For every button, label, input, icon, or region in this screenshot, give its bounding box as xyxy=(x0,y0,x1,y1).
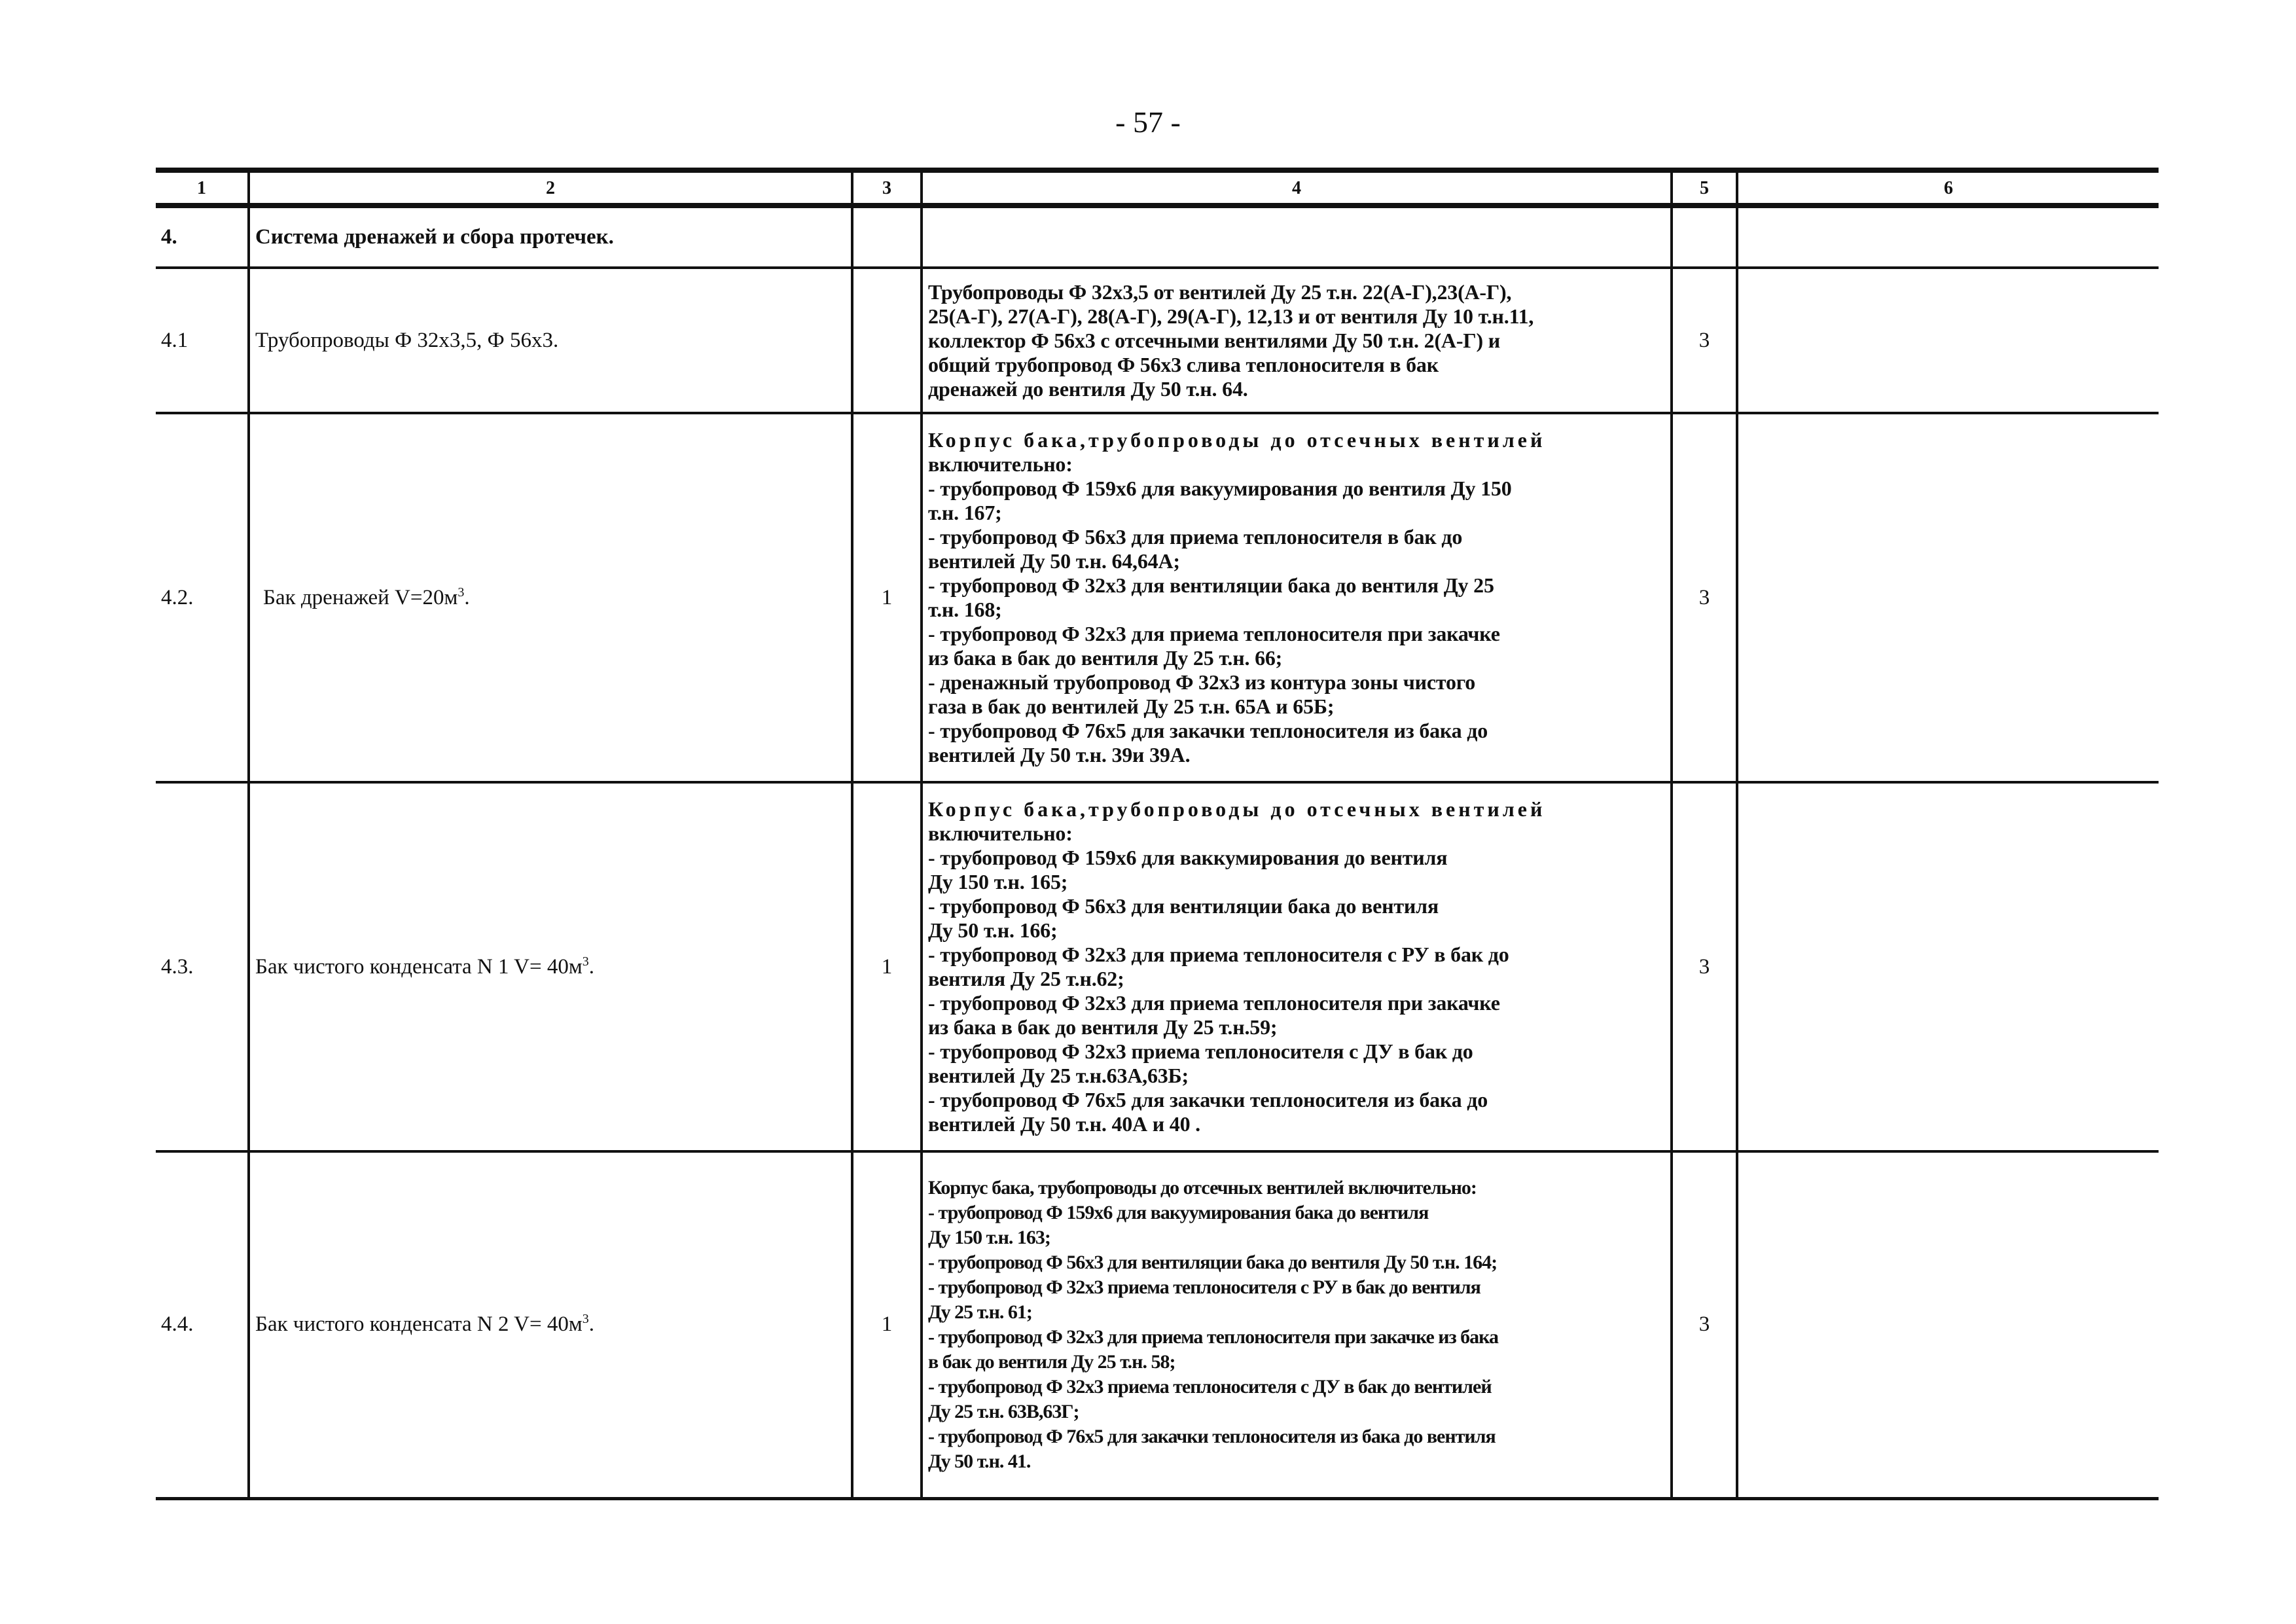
row-number: 4. xyxy=(156,206,249,268)
row-number: 4.4. xyxy=(156,1151,249,1498)
row-name xyxy=(249,1151,852,1498)
row-name: Трубопроводы Ф 32х3,5, Ф 56х3. xyxy=(249,268,852,413)
description-line: - трубопровод Ф 159х6 для вакуумирования бака до вентиля xyxy=(928,1201,1429,1223)
row-category xyxy=(1672,206,1737,268)
description-line: Ду 50 т.н. 41. xyxy=(928,1450,1031,1472)
description-line: - трубопровод Ф 159х6 для ваккумирования до вентиля xyxy=(928,846,1448,869)
description-line: в бак до вентиля Ду 25 т.н. 58; xyxy=(928,1350,1175,1373)
description-line: вентилей Ду 50 т.н. 40А и 40 . xyxy=(928,1112,1200,1136)
description-line: т.н. 167; xyxy=(928,501,1002,524)
description-text xyxy=(928,797,1665,1136)
description-line: газа в бак до вентилей Ду 25 т.н. 65А и 65Б; xyxy=(928,695,1335,718)
row-name-text: Бак чистого конденсата N 1 V= 40м xyxy=(255,954,583,979)
row-name-end: . xyxy=(588,1312,594,1337)
column-header-4: 4 xyxy=(922,170,1672,206)
row-name-text: Бак дренажей V=20м xyxy=(263,585,458,609)
row-name-superscript: 3 xyxy=(582,954,589,969)
description-line: - трубопровод Ф 32х3 для приема теплоносителя при закачке из бака xyxy=(928,1326,1498,1348)
description-line: т.н. 168; xyxy=(928,598,1002,621)
description-line: - трубопровод Ф 159х6 для вакуумирования до вентиля Ду 150 xyxy=(928,477,1512,500)
row-number: 4.3. xyxy=(156,782,249,1151)
table-row xyxy=(156,1151,2159,1498)
table-row xyxy=(156,782,2159,1151)
description-line: вентилей Ду 50 т.н. 39и 39А. xyxy=(928,743,1191,767)
table-row xyxy=(156,206,2159,268)
row-category: 3 xyxy=(1672,413,1737,782)
description-line: из бака в бак до вентиля Ду 25 т.н.59; xyxy=(928,1015,1278,1039)
description-line: Ду 25 т.н. 61; xyxy=(928,1301,1032,1323)
row-number: 4.1 xyxy=(156,268,249,413)
description-line: Корпус бака,трубопроводы до отсечных вентилей xyxy=(928,428,1546,452)
description-line: из бака в бак до вентиля Ду 25 т.н. 66; xyxy=(928,646,1283,670)
description-line: - трубопровод Ф 32х3 приема теплоносителя с ДУ в бак до xyxy=(928,1039,1473,1063)
page-number: - 57 - xyxy=(1115,105,1181,139)
row-note xyxy=(1737,206,2159,268)
description-text xyxy=(928,280,1665,401)
description-text xyxy=(928,1176,1665,1474)
description-line: вентиля Ду 25 т.н.62; xyxy=(928,967,1124,990)
description-line: - трубопровод Ф 32х3 для приема теплоносителя с РУ в бак до xyxy=(928,943,1509,966)
row-quantity xyxy=(852,268,922,413)
description-line: вентилей Ду 25 т.н.63А,63Б; xyxy=(928,1064,1189,1087)
row-note xyxy=(1737,782,2159,1151)
row-note xyxy=(1737,268,2159,413)
description-line: - дренажный трубопровод Ф 32х3 из контура зоны чистого xyxy=(928,670,1476,694)
equipment-table xyxy=(156,168,2159,1500)
description-line: включительно: xyxy=(928,452,1073,476)
row-category: 3 xyxy=(1672,782,1737,1151)
description-line: - трубопровод Ф 32х3 приема теплоносителя с РУ в бак до вентиля xyxy=(928,1276,1480,1298)
row-quantity: 1 xyxy=(852,413,922,782)
description-line: Ду 150 т.н. 163; xyxy=(928,1226,1050,1248)
row-name xyxy=(249,782,852,1151)
row-description xyxy=(922,268,1672,413)
row-name xyxy=(249,413,852,782)
description-line: коллектор Ф 56х3 с отсечными вентилями Ду 50 т.н. 2(А-Г) и xyxy=(928,328,1500,352)
row-note xyxy=(1737,1151,2159,1498)
description-line: вентилей Ду 50 т.н. 64,64А; xyxy=(928,549,1180,573)
row-quantity: 1 xyxy=(852,782,922,1151)
description-line: Трубопроводы Ф 32х3,5 от вентилей Ду 25 т.н. 22(А-Г),23(А-Г), xyxy=(928,280,1512,304)
row-note xyxy=(1737,413,2159,782)
row-description xyxy=(922,413,1672,782)
row-description xyxy=(922,206,1672,268)
description-line: дренажей до вентиля Ду 50 т.н. 64. xyxy=(928,376,1248,401)
description-line: - трубопровод Ф 56х3 для вентиляции бака до вентиля xyxy=(928,894,1439,918)
row-quantity xyxy=(852,206,922,268)
row-category: 3 xyxy=(1672,1151,1737,1498)
row-category: 3 xyxy=(1672,268,1737,413)
column-header-3: 3 xyxy=(852,170,922,206)
row-description xyxy=(922,1151,1672,1498)
row-name-end: . xyxy=(464,585,470,609)
description-line: Ду 25 т.н. 63В,63Г; xyxy=(928,1400,1079,1422)
table-row xyxy=(156,268,2159,413)
column-header-1: 1 xyxy=(156,170,249,206)
description-line: Ду 150 т.н. 165; xyxy=(928,870,1068,893)
row-number: 4.2. xyxy=(156,413,249,782)
description-line: - трубопровод Ф 32х3 для приема теплоносителя при закачке xyxy=(928,991,1500,1015)
description-line: - трубопровод Ф 76х5 для закачки теплоносителя из бака до xyxy=(928,1088,1488,1111)
row-quantity: 1 xyxy=(852,1151,922,1498)
description-line: - трубопровод Ф 32х3 приема теплоносителя с ДУ в бак до вентилей xyxy=(928,1375,1492,1398)
description-line: - трубопровод Ф 56х3 для вентиляции бака до вентиля Ду 50 т.н. 164; xyxy=(928,1251,1498,1273)
row-name-end: . xyxy=(588,954,594,979)
description-line: включительно: xyxy=(928,821,1073,845)
description-line: Корпус бака,трубопроводы до отсечных вентилей xyxy=(928,797,1546,821)
row-name-superscript: 3 xyxy=(582,1312,589,1327)
description-line: Ду 50 т.н. 166; xyxy=(928,918,1058,942)
column-header-2: 2 xyxy=(249,170,852,206)
table-row xyxy=(156,413,2159,782)
description-line: - трубопровод Ф 32х3 для вентиляции бака до вентиля Ду 25 xyxy=(928,573,1494,597)
column-header-5: 5 xyxy=(1672,170,1737,206)
section-title: Система дренажей и сбора протечек. xyxy=(249,206,852,268)
description-text xyxy=(928,428,1665,767)
description-line: - трубопровод Ф 32х3 для приема теплоносителя при закачке xyxy=(928,622,1500,645)
table-header-row xyxy=(156,170,2159,206)
description-line: Корпус бака, трубопроводы до отсечных вентилей включительно: xyxy=(928,1176,1477,1199)
description-line: - трубопровод Ф 76х5 для закачки теплоносителя из бака до xyxy=(928,719,1488,742)
description-line: - трубопровод Ф 56х3 для приема теплоносителя в бак до xyxy=(928,525,1463,549)
description-line: 25(А-Г), 27(А-Г), 28(А-Г), 29(А-Г), 12,13 и от вентиля Ду 10 т.н.11, xyxy=(928,304,1534,328)
description-line: общий трубопровод Ф 56х3 слива теплоносителя в бак xyxy=(928,352,1439,376)
row-description xyxy=(922,782,1672,1151)
row-name-text: Бак чистого конденсата N 2 V= 40м xyxy=(255,1312,583,1337)
description-line: - трубопровод Ф 76х5 для закачки теплоносителя из бака до вентиля xyxy=(928,1425,1496,1447)
row-name-superscript: 3 xyxy=(457,585,465,600)
column-header-6: 6 xyxy=(1737,170,2159,206)
